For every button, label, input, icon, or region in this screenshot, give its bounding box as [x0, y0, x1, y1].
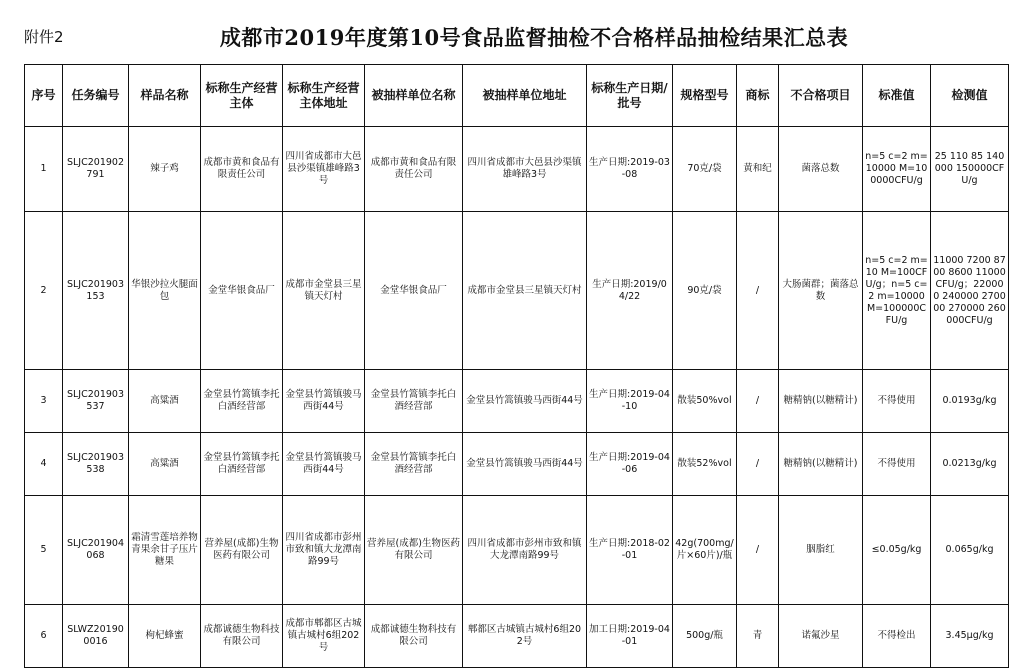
cell-brand: 黄和纪 — [737, 127, 779, 212]
cell-no: 1 — [25, 127, 63, 212]
cell-sampled-address: 金堂县竹篙镇骏马西街44号 — [463, 433, 587, 496]
col-header-date: 标称生产日期/批号 — [587, 65, 673, 127]
cell-task-id: SLJC201903538 — [63, 433, 129, 496]
col-header-task-id: 任务编号 — [63, 65, 129, 127]
cell-failed-item: 胭脂红 — [779, 496, 863, 605]
cell-brand: / — [737, 496, 779, 605]
cell-producer-address: 金堂县竹篙镇骏马西街44号 — [283, 433, 365, 496]
cell-spec: 散装52%vol — [673, 433, 737, 496]
cell-standard: n=5 c=2 m=10000 M=100000CFU/g — [863, 127, 931, 212]
cell-result: 0.065g/kg — [931, 496, 1009, 605]
col-header-standard: 标准值 — [863, 65, 931, 127]
page-title: 成都市2019年度第10号食品监督抽检不合格样品抽检结果汇总表 — [219, 25, 849, 50]
header-row — [25, 65, 1009, 127]
col-header-spec: 规格型号 — [673, 65, 737, 127]
cell-producer: 成都诚德生物科技有限公司 — [201, 605, 283, 668]
col-header-no: 序号 — [25, 65, 63, 127]
table-row — [25, 212, 1009, 370]
cell-failed-item: 菌落总数 — [779, 127, 863, 212]
cell-date: 生产日期:2019-04-06 — [587, 433, 673, 496]
cell-date: 生产日期:2018-02-01 — [587, 496, 673, 605]
cell-spec: 70克/袋 — [673, 127, 737, 212]
col-header-sampled-address: 被抽样单位地址 — [463, 65, 587, 127]
cell-sampled-address: 四川省成都市大邑县沙渠镇雄峰路3号 — [463, 127, 587, 212]
cell-task-id: SLJC201903537 — [63, 370, 129, 433]
cell-result: 3.45μg/kg — [931, 605, 1009, 668]
cell-sampled-unit: 成都诚德生物科技有限公司 — [365, 605, 463, 668]
cell-failed-item: 糖精钠(以糖精计) — [779, 370, 863, 433]
cell-brand: 青 — [737, 605, 779, 668]
col-header-sampled-unit: 被抽样单位名称 — [365, 65, 463, 127]
cell-no: 3 — [25, 370, 63, 433]
cell-producer: 金堂华银食品厂 — [201, 212, 283, 370]
cell-brand: / — [737, 212, 779, 370]
table-row — [25, 127, 1009, 212]
col-header-producer: 标称生产经营主体 — [201, 65, 283, 127]
cell-result: 0.0193g/kg — [931, 370, 1009, 433]
cell-producer-address: 四川省成都市大邑县沙渠镇雄峰路3号 — [283, 127, 365, 212]
cell-date: 生产日期:2019-04-10 — [587, 370, 673, 433]
cell-sampled-unit: 金堂华银食品厂 — [365, 212, 463, 370]
col-header-result: 检测值 — [931, 65, 1009, 127]
cell-brand: / — [737, 433, 779, 496]
cell-producer-address: 成都市金堂县三星镇天灯村 — [283, 212, 365, 370]
results-table — [24, 64, 1009, 668]
cell-result: 25 110 85 140000 150000CFU/g — [931, 127, 1009, 212]
cell-no: 6 — [25, 605, 63, 668]
cell-sampled-unit: 金堂县竹篙镇李托白酒经营部 — [365, 370, 463, 433]
cell-sampled-address: 金堂县竹篙镇骏马西街44号 — [463, 370, 587, 433]
cell-failed-item: 诺氟沙星 — [779, 605, 863, 668]
cell-failed-item: 大肠菌群；菌落总数 — [779, 212, 863, 370]
cell-sample: 枸杞蜂蜜 — [129, 605, 201, 668]
cell-no: 2 — [25, 212, 63, 370]
cell-standard: n=5 c=2 m=10 M=100CFU/g；n=5 c=2 m=10000 M=100000CFU/g — [863, 212, 931, 370]
cell-date: 生产日期:2019/04/22 — [587, 212, 673, 370]
cell-sampled-unit: 营养屋(成都)生物医药有限公司 — [365, 496, 463, 605]
cell-producer-address: 成都市郫都区古城镇古城村6组202号 — [283, 605, 365, 668]
cell-task-id: SLWZ201900016 — [63, 605, 129, 668]
table-row — [25, 433, 1009, 496]
cell-spec: 90克/袋 — [673, 212, 737, 370]
cell-producer-address: 金堂县竹篙镇骏马西街44号 — [283, 370, 365, 433]
cell-sampled-unit: 成都市黄和食品有限责任公司 — [365, 127, 463, 212]
cell-brand: / — [737, 370, 779, 433]
col-header-producer-address: 标称生产经营主体地址 — [283, 65, 365, 127]
cell-sample: 高粱酒 — [129, 370, 201, 433]
col-header-failed-item: 不合格项目 — [779, 65, 863, 127]
cell-task-id: SLJC201903153 — [63, 212, 129, 370]
cell-sampled-address: 郫都区古城镇古城村6组202号 — [463, 605, 587, 668]
col-header-sample: 样品名称 — [129, 65, 201, 127]
cell-sampled-unit: 金堂县竹篙镇李托白酒经营部 — [365, 433, 463, 496]
cell-no: 5 — [25, 496, 63, 605]
cell-result: 0.0213g/kg — [931, 433, 1009, 496]
cell-sampled-address: 成都市金堂县三星镇天灯村 — [463, 212, 587, 370]
cell-sample: 高粱酒 — [129, 433, 201, 496]
cell-spec: 500g/瓶 — [673, 605, 737, 668]
cell-sampled-address: 四川省成都市彭州市致和镇大龙潭南路99号 — [463, 496, 587, 605]
cell-date: 生产日期:2019-03-08 — [587, 127, 673, 212]
col-header-brand: 商标 — [737, 65, 779, 127]
cell-producer: 营养屋(成都)生物医药有限公司 — [201, 496, 283, 605]
attachment-label: 附件2 — [24, 28, 64, 46]
cell-producer: 成都市黄和食品有限责任公司 — [201, 127, 283, 212]
cell-standard: 不得使用 — [863, 433, 931, 496]
cell-spec: 42g(700mg/片×60片)/瓶 — [673, 496, 737, 605]
cell-failed-item: 糖精钠(以糖精计) — [779, 433, 863, 496]
cell-date: 加工日期:2019-04-01 — [587, 605, 673, 668]
cell-sample: 华银沙拉火腿面包 — [129, 212, 201, 370]
cell-standard: 不得检出 — [863, 605, 931, 668]
cell-standard: ≤0.05g/kg — [863, 496, 931, 605]
table-row — [25, 605, 1009, 668]
table-row — [25, 496, 1009, 605]
cell-sample: 辣子鸡 — [129, 127, 201, 212]
cell-producer: 金堂县竹篙镇李托白酒经营部 — [201, 370, 283, 433]
cell-result: 11000 7200 8700 8600 11000CFU/g；220000 240000 270000 270000 260000CFU/g — [931, 212, 1009, 370]
cell-sample: 霜清雪莲培养物青果余甘子压片糖果 — [129, 496, 201, 605]
cell-task-id: SLJC201904068 — [63, 496, 129, 605]
cell-producer-address: 四川省成都市彭州市致和镇大龙潭南路99号 — [283, 496, 365, 605]
cell-no: 4 — [25, 433, 63, 496]
cell-task-id: SLJC201902791 — [63, 127, 129, 212]
cell-standard: 不得使用 — [863, 370, 931, 433]
cell-spec: 散装50%vol — [673, 370, 737, 433]
cell-producer: 金堂县竹篙镇李托白酒经营部 — [201, 433, 283, 496]
table-row — [25, 370, 1009, 433]
